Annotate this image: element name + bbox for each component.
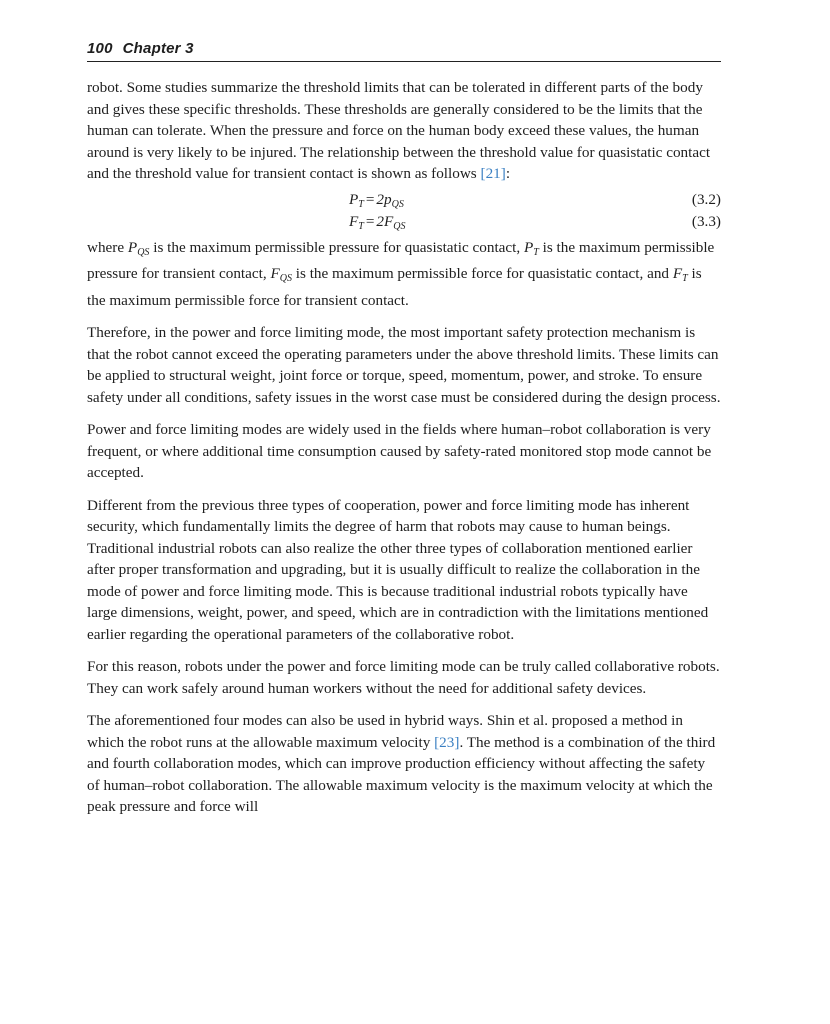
var-f-t bbox=[673, 265, 688, 282]
eq-rhs-sub: QS bbox=[391, 198, 404, 210]
var-symbol: P bbox=[127, 238, 138, 256]
paragraph-1 bbox=[87, 77, 721, 185]
equation-3-3 bbox=[87, 211, 721, 233]
eq-lhs-sub: T bbox=[358, 198, 364, 210]
equation-3-3-formula bbox=[349, 211, 406, 238]
p2-text-1: where bbox=[87, 238, 128, 256]
paragraph-1-end: : bbox=[505, 165, 511, 182]
var-symbol: P bbox=[523, 238, 534, 256]
p2-text-2: is the maximum permissible pressure for quasistatic contact, bbox=[149, 238, 524, 256]
p2-text-4: is the maximum permissible force for quasistatic contact, and bbox=[291, 265, 673, 282]
eq-sign: = bbox=[365, 190, 375, 208]
paragraph-3: Therefore, in the power and force limiting mode, the most important safety protection mechanism is that the robot cannot exceed the operating parameters under the above threshold limits. These limits can be applied to structural weight, joint force or torque, speed, momentum, power, and stroke. To ensure safety under all conditions, safety issues in the worst case must be considered during the design process. bbox=[87, 324, 721, 406]
var-symbol: F bbox=[672, 265, 683, 282]
var-p-t bbox=[524, 239, 539, 256]
eq-rhs-sub: QS bbox=[393, 220, 406, 232]
var-f-qs bbox=[270, 265, 292, 282]
p2-text-3: is the maximum permissible pressure for transient contact, bbox=[87, 238, 715, 282]
citation-link-23[interactable]: [23] bbox=[434, 733, 460, 751]
paragraph-6: For this reason, robots under the power and force limiting mode can be truly called collaborative robots. They can work safely around human workers without the need for additional safety devices. bbox=[87, 658, 720, 697]
chapter-title: Chapter 3 bbox=[122, 40, 194, 57]
eq-sign: = bbox=[365, 212, 375, 230]
page-number: 100 bbox=[87, 40, 113, 57]
var-subscript: QS bbox=[137, 246, 150, 258]
paragraph-4: Power and force limiting modes are widely used in the fields where human–robot collaboration is very frequent, or where additional time consumption caused by safety-rated monitored stop mode cannot be accepted. bbox=[87, 421, 712, 481]
eq-rhs: 2p bbox=[376, 190, 392, 208]
var-subscript: T bbox=[682, 273, 688, 284]
citation-link-21[interactable]: [21] bbox=[480, 165, 506, 182]
paragraph-1-text: robot. Some studies summarize the threshold limits that can be tolerated in different parts of the body and gives these specific thresholds. These thresholds are generally considered to be the limits that the human can tolerate. When the pressure and force on the human body exceed these values, the human around is very likely to be injured. The relationship between the threshold value for quasistatic contact and the threshold value for transient contact is shown as follows bbox=[87, 79, 711, 182]
equation-3-2-number: (3.2) bbox=[691, 190, 721, 208]
equation-3-2 bbox=[87, 189, 721, 211]
paragraph-2 bbox=[87, 237, 721, 312]
book-page bbox=[87, 38, 721, 829]
var-subscript: QS bbox=[279, 273, 292, 284]
paragraph-5: Different from the previous three types of cooperation, power and force limiting mode has inherent security, which fundamentally limits the degree of harm that robots may cause to human beings. Traditional industrial robots can also realize the other three types of collaboration mentioned earlier after proper transformation and upgrading, but it is usually difficult to realize the collaboration in the mode of power and force limiting mode. This is because traditional industrial robots typically have large dimensions, weight, power, and speed, which are in contradiction with the limitations mentioned earlier regarding the operational parameters of the collaborative robot. bbox=[87, 496, 709, 643]
eq-lhs-sub: T bbox=[358, 220, 364, 232]
p2-text-5: is the maximum permissible force for transient contact. bbox=[87, 265, 702, 309]
eq-lhs: P bbox=[349, 190, 359, 208]
var-symbol: F bbox=[270, 265, 280, 282]
eq-lhs: F bbox=[349, 212, 359, 230]
paragraph-7 bbox=[87, 710, 721, 818]
paragraph-7-end: . The method is a combination of the third and fourth collaboration modes, which can improve production efficiency without affecting the safety of human–robot collaboration. The allowable maximum velocity is the maximum velocity at which the peak pressure and force will bbox=[87, 733, 716, 815]
var-subscript: T bbox=[533, 246, 539, 258]
equation-3-3-number: (3.3) bbox=[691, 212, 721, 230]
equation-block bbox=[87, 189, 721, 233]
running-head bbox=[87, 38, 721, 62]
page-body bbox=[87, 77, 721, 818]
var-p-qs bbox=[128, 239, 150, 256]
eq-rhs: 2F bbox=[376, 212, 394, 230]
paragraph-7-text: The aforementioned four modes can also be used in hybrid ways. Shin et al. proposed a method in which the robot runs at the allowable maximum velocity bbox=[87, 712, 683, 751]
